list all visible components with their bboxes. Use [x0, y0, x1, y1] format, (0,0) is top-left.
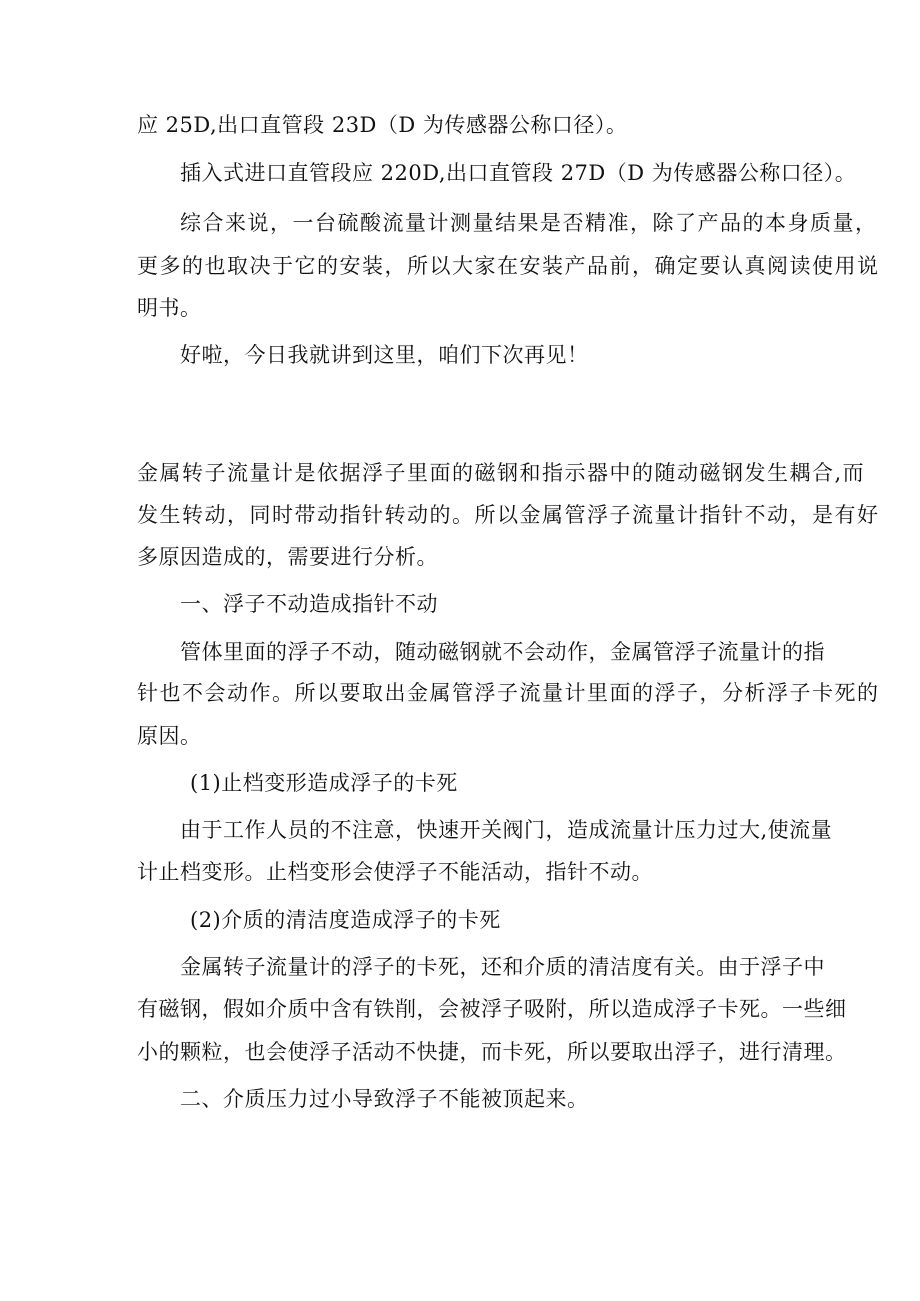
- text-line: 综合来说，一台硫酸流量计测量结果是否精准，除了产品的本身质量，: [180, 211, 878, 235]
- text-line: 插入式进口直管段应 220D,出口直管段 27D（D 为传感器公称口径）。: [180, 161, 857, 185]
- text-line: 多原因造成的，需要进行分析。: [137, 545, 438, 569]
- text-line: 有磁钢，假如介质中含有铁削，会被浮子吸附，所以造成浮子卡死。一些细: [137, 997, 847, 1021]
- text-line: 计止档变形。止档变形会使浮子不能活动，指针不动。: [137, 860, 653, 884]
- subsection-heading: (2)介质的清洁度造成浮子的卡死: [190, 908, 501, 932]
- text-line: 好啦，今日我就讲到这里，咱们下次再见！: [180, 343, 589, 367]
- text-line: 小的颗粒，也会使浮子活动不快捷，而卡死，所以要取出浮子，进行清理。: [137, 1040, 847, 1064]
- text-line: 更多的也取决于它的安装，所以大家在安装产品前，确定要认真阅读使用说: [137, 254, 880, 278]
- text-line: 管体里面的浮子不动，随动磁钢就不会动作，金属管浮子流量计的指: [180, 640, 825, 664]
- text-line: 明书。: [137, 296, 202, 320]
- text-line: 原因。: [137, 724, 202, 748]
- text-line: 应 25D,出口直管段 23D（D 为传感器公称口径）。: [137, 113, 628, 137]
- text-line: 金属转子流量计的浮子的卡死，还和介质的清洁度有关。由于浮子中: [180, 955, 825, 979]
- section-heading: 一、浮子不动造成指针不动: [180, 592, 438, 616]
- text-line: 发生转动，同时带动指针转动的。所以金属管浮子流量计指针不动，是有好: [137, 503, 880, 527]
- text-line: 金属转子流量计是依据浮子里面的磁钢和指示器中的随动磁钢发生耦合,而: [137, 461, 866, 485]
- subsection-heading: (1)止档变形造成浮子的卡死: [190, 771, 458, 795]
- text-line: 针也不会动作。所以要取出金属管浮子流量计里面的浮子，分析浮子卡死的: [137, 681, 880, 705]
- section-heading: 二、介质压力过小导致浮子不能被顶起来。: [180, 1087, 589, 1111]
- text-line: 由于工作人员的不注意，快速开关阀门，造成流量计压力过大,使流量: [180, 818, 833, 842]
